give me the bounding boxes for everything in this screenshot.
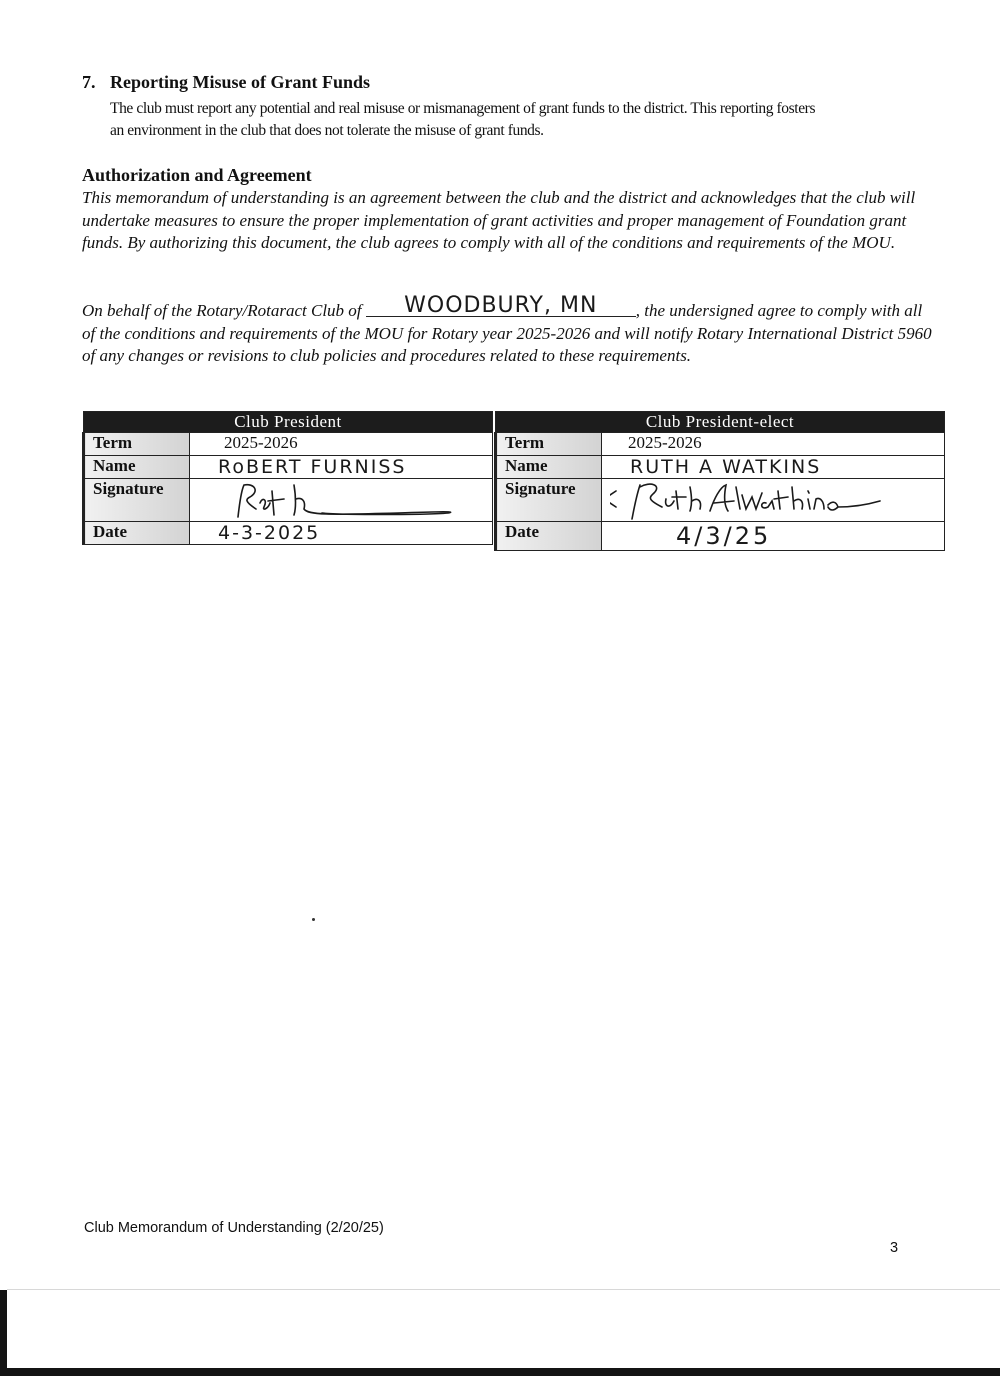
name-label: Name <box>496 456 602 479</box>
president-elect-signature-mark <box>610 479 886 521</box>
signature-field[interactable] <box>602 479 945 522</box>
table-header: Club President-elect <box>496 412 945 433</box>
club-name-field[interactable]: WOODBURY, MN <box>366 296 636 317</box>
date-field[interactable]: 4-3-2025 <box>190 522 493 545</box>
signature-label: Signature <box>496 479 602 522</box>
section-7-body: The club must report any potential and real misuse or mismanagement of grant funds to the district. This reporting fosters an environment in the club that does not tolerate the misuse of grant funds. <box>110 100 816 139</box>
footer-text: Club Memorandum of Understanding (2/20/25) <box>84 1220 384 1236</box>
section-number: 7. <box>82 72 96 92</box>
scan-edge-bottom <box>0 1368 1000 1376</box>
scan-edge-left <box>0 1290 7 1376</box>
name-label: Name <box>84 456 190 479</box>
behalf-statement <box>82 293 932 368</box>
term-label: Term <box>84 433 190 456</box>
date-field[interactable]: 4/3/25 <box>602 522 945 551</box>
authorization-body: This memorandum of understanding is an agreement between the club and the district and acknowledges that the club will undertake measures to ensure the proper implementation of grant activities and proper management of Foundation grant funds. By authorizing this document, the club agrees to comply with all of the conditions and requirements of the MOU. <box>82 188 916 252</box>
president-signature-mark <box>198 479 468 521</box>
date-label: Date <box>496 522 602 551</box>
section-title: Reporting Misuse of Grant Funds <box>110 72 371 92</box>
date-label: Date <box>84 522 190 545</box>
club-president-table <box>82 411 493 545</box>
signature-field[interactable] <box>190 479 493 522</box>
behalf-suffix: , the undersigned agree to comply with all of the conditions and requirements of the MOU for Rotary year 2025-2026 and will notify Rotary International District 5960 of any changes or revisions to club policies and procedures related to these requirements. <box>82 301 932 365</box>
term-label: Term <box>496 433 602 456</box>
scan-speck <box>312 918 315 921</box>
authorization-heading: Authorization and Agreement <box>82 165 312 185</box>
term-value: 2025-2026 <box>602 433 945 456</box>
term-value: 2025-2026 <box>190 433 493 456</box>
name-field[interactable]: RoBERT FURNISS <box>190 456 493 479</box>
section-7-heading <box>82 72 370 93</box>
club-president-elect-table <box>494 411 945 551</box>
page-number: 3 <box>890 1240 899 1256</box>
behalf-prefix: On behalf of the Rotary/Rotaract Club of <box>82 301 362 320</box>
name-field[interactable]: RUTH A WATKINS <box>602 456 945 479</box>
scan-fold-line <box>7 1289 1000 1290</box>
signature-label: Signature <box>84 479 190 522</box>
table-header: Club President <box>84 412 493 433</box>
